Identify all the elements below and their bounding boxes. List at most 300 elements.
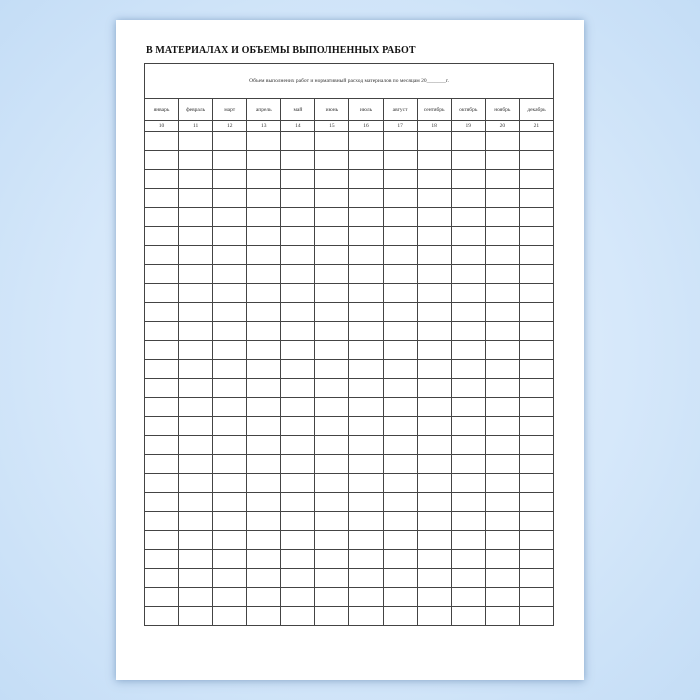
table-cell (349, 170, 383, 189)
table-cell (281, 246, 315, 265)
table-cell (383, 170, 417, 189)
table-row (145, 189, 554, 208)
table-cell (247, 607, 281, 626)
table-cell (383, 550, 417, 569)
table-cell (315, 417, 349, 436)
table-cell (315, 284, 349, 303)
month-header-cell: май (281, 99, 315, 121)
table-cell (485, 151, 519, 170)
table-row (145, 588, 554, 607)
table-cell (247, 265, 281, 284)
table-cell (213, 208, 247, 227)
table-cell (145, 341, 179, 360)
table-cell (213, 455, 247, 474)
table-cell (247, 341, 281, 360)
table-cell (179, 512, 213, 531)
table-cell (383, 227, 417, 246)
table-cell (213, 417, 247, 436)
table-cell (485, 341, 519, 360)
table-cell (349, 151, 383, 170)
table-cell (417, 436, 451, 455)
table-cell (179, 493, 213, 512)
table-cell (179, 550, 213, 569)
table-cell (281, 379, 315, 398)
table-cell (247, 588, 281, 607)
table-cell (315, 132, 349, 151)
table-cell (417, 265, 451, 284)
table-cell (315, 436, 349, 455)
table-cell (213, 474, 247, 493)
table-row (145, 569, 554, 588)
table-cell (485, 417, 519, 436)
table-cell (383, 379, 417, 398)
table-cell (281, 208, 315, 227)
table-cell (179, 588, 213, 607)
table-cell (145, 303, 179, 322)
table-cell (281, 398, 315, 417)
table-cell (485, 208, 519, 227)
table-cell (179, 227, 213, 246)
table-cell (485, 531, 519, 550)
table-cell (485, 398, 519, 417)
table-cell (315, 455, 349, 474)
table-cell (315, 588, 349, 607)
table-cell (349, 341, 383, 360)
month-header-cell: июнь (315, 99, 349, 121)
table-cell (179, 607, 213, 626)
table-cell (281, 189, 315, 208)
table-cell (247, 151, 281, 170)
column-number-cell: 20 (485, 121, 519, 132)
table-cell (179, 436, 213, 455)
month-header-cell: июль (349, 99, 383, 121)
month-header-cell: январь (145, 99, 179, 121)
table-cell (383, 151, 417, 170)
table-cell (247, 284, 281, 303)
column-number-row (145, 121, 554, 132)
table-cell (383, 417, 417, 436)
table-cell (451, 455, 485, 474)
table-cell (213, 607, 247, 626)
table-cell (451, 493, 485, 512)
table-cell (417, 189, 451, 208)
table-cell (485, 588, 519, 607)
table-cell (519, 398, 553, 417)
table-cell (315, 474, 349, 493)
table-cell (145, 417, 179, 436)
column-number-cell: 11 (179, 121, 213, 132)
table-cell (417, 417, 451, 436)
table-cell (145, 189, 179, 208)
table-cell (247, 303, 281, 322)
table-cell (213, 550, 247, 569)
column-number-cell: 10 (145, 121, 179, 132)
table-cell (519, 417, 553, 436)
table-row (145, 436, 554, 455)
table-cell (213, 436, 247, 455)
table-cell (213, 170, 247, 189)
column-number-cell: 13 (247, 121, 281, 132)
table-cell (349, 398, 383, 417)
table-cell (417, 360, 451, 379)
table-cell (145, 455, 179, 474)
month-header-cell: февраль (179, 99, 213, 121)
month-header-cell: декабрь (519, 99, 553, 121)
table-cell (417, 550, 451, 569)
table-cell (519, 379, 553, 398)
table-cell (247, 493, 281, 512)
table-cell (519, 531, 553, 550)
table-cell (145, 284, 179, 303)
table-cell (247, 512, 281, 531)
table-cell (417, 455, 451, 474)
table-cell (485, 493, 519, 512)
table-cell (213, 151, 247, 170)
table-cell (349, 607, 383, 626)
table-cell (383, 360, 417, 379)
table-row (145, 379, 554, 398)
table-cell (281, 588, 315, 607)
table-cell (485, 550, 519, 569)
table-cell (281, 436, 315, 455)
table-cell (179, 341, 213, 360)
table-cell (519, 607, 553, 626)
table-cell (281, 474, 315, 493)
table-cell (145, 379, 179, 398)
table-cell (179, 474, 213, 493)
table-cell (281, 417, 315, 436)
table-cell (417, 341, 451, 360)
table-cell (451, 151, 485, 170)
month-header-cell: ноябрь (485, 99, 519, 121)
table-cell (349, 550, 383, 569)
table-cell (383, 341, 417, 360)
table-cell (519, 322, 553, 341)
table-cell (383, 493, 417, 512)
table-cell (315, 208, 349, 227)
table-cell (417, 208, 451, 227)
table-row (145, 360, 554, 379)
table-cell (451, 398, 485, 417)
table-row (145, 265, 554, 284)
table-cell (145, 208, 179, 227)
table-cell (519, 512, 553, 531)
table-cell (247, 417, 281, 436)
table-cell (417, 569, 451, 588)
table-cell (281, 303, 315, 322)
table-cell (247, 170, 281, 189)
table-cell (383, 531, 417, 550)
table-cell (451, 132, 485, 151)
table-cell (451, 436, 485, 455)
table-row (145, 455, 554, 474)
table-cell (213, 322, 247, 341)
table-cell (179, 132, 213, 151)
table-row (145, 284, 554, 303)
table-row (145, 208, 554, 227)
table-cell (519, 550, 553, 569)
table-cell (145, 170, 179, 189)
table-cell (417, 512, 451, 531)
table-cell (349, 246, 383, 265)
table-cell (213, 360, 247, 379)
table-cell (349, 227, 383, 246)
table-cell (451, 379, 485, 398)
table-cell (213, 189, 247, 208)
table-cell (383, 474, 417, 493)
table-row (145, 132, 554, 151)
table-cell (213, 265, 247, 284)
table-cell (145, 227, 179, 246)
table-cell (485, 436, 519, 455)
table-cell (519, 246, 553, 265)
month-header-cell: март (213, 99, 247, 121)
table-cell (247, 246, 281, 265)
table-cell (485, 246, 519, 265)
table-cell (349, 360, 383, 379)
table-cell (383, 455, 417, 474)
table-cell (485, 455, 519, 474)
table-cell (451, 569, 485, 588)
table-row (145, 531, 554, 550)
table-cell (451, 227, 485, 246)
table-row (145, 170, 554, 189)
table-cell (145, 322, 179, 341)
table-cell (247, 569, 281, 588)
table-cell (281, 341, 315, 360)
table-cell (383, 246, 417, 265)
table-cell (281, 512, 315, 531)
table-cell (247, 531, 281, 550)
table-cell (281, 569, 315, 588)
table-cell (519, 208, 553, 227)
table-cell (213, 246, 247, 265)
table-cell (519, 455, 553, 474)
table-cell (519, 170, 553, 189)
table-cell (451, 208, 485, 227)
table-cell (179, 208, 213, 227)
table-cell (349, 417, 383, 436)
table-cell (145, 512, 179, 531)
table-cell (213, 379, 247, 398)
table-cell (247, 208, 281, 227)
table-cell (179, 417, 213, 436)
table-cell (315, 341, 349, 360)
table-cell (349, 512, 383, 531)
table-cell (349, 132, 383, 151)
table-cell (281, 132, 315, 151)
table-cell (247, 550, 281, 569)
table-cell (179, 569, 213, 588)
table-cell (179, 531, 213, 550)
table-cell (485, 322, 519, 341)
table-cell (145, 132, 179, 151)
table-cell (451, 588, 485, 607)
table-cell (145, 360, 179, 379)
table-cell (417, 493, 451, 512)
table-cell (451, 531, 485, 550)
table-cell (281, 607, 315, 626)
table-cell (213, 227, 247, 246)
month-header-cell: апрель (247, 99, 281, 121)
table-cell (179, 189, 213, 208)
table-cell (247, 360, 281, 379)
table-cell (247, 474, 281, 493)
table-cell (485, 512, 519, 531)
table-cell (417, 132, 451, 151)
table-cell (315, 550, 349, 569)
table-cell (247, 322, 281, 341)
table-cell (315, 151, 349, 170)
table-cell (179, 398, 213, 417)
table-cell (281, 322, 315, 341)
table-cell (485, 132, 519, 151)
table-cell (417, 227, 451, 246)
table-cell (315, 569, 349, 588)
table-cell (281, 550, 315, 569)
table-cell (451, 360, 485, 379)
table-cell (247, 379, 281, 398)
table-row (145, 303, 554, 322)
table-cell (383, 303, 417, 322)
table-cell (145, 531, 179, 550)
table-cell (145, 246, 179, 265)
table-row (145, 151, 554, 170)
table-cell (213, 569, 247, 588)
table-cell (485, 607, 519, 626)
table-cell (281, 455, 315, 474)
table-cell (383, 398, 417, 417)
column-number-cell: 15 (315, 121, 349, 132)
table-cell (315, 512, 349, 531)
table-cell (315, 246, 349, 265)
table-row (145, 493, 554, 512)
table-cell (145, 474, 179, 493)
table-caption: Объем выполнених работ и нормативный расход материалов по месяцам 20_______г. (145, 64, 554, 99)
table-cell (349, 303, 383, 322)
table-cell (485, 569, 519, 588)
table-cell (451, 189, 485, 208)
table-cell (383, 322, 417, 341)
table-row (145, 417, 554, 436)
table-caption-row (145, 64, 554, 99)
table-cell (179, 303, 213, 322)
table-cell (213, 303, 247, 322)
table-cell (349, 322, 383, 341)
table-cell (519, 436, 553, 455)
table-cell (281, 265, 315, 284)
table-cell (519, 588, 553, 607)
monthly-work-table (144, 63, 554, 626)
table-cell (179, 284, 213, 303)
table-cell (349, 189, 383, 208)
table-cell (315, 303, 349, 322)
table-cell (519, 227, 553, 246)
table-cell (383, 588, 417, 607)
table-cell (247, 436, 281, 455)
table-cell (145, 151, 179, 170)
month-header-row (145, 99, 554, 121)
table-cell (451, 512, 485, 531)
table-cell (417, 531, 451, 550)
table-cell (451, 303, 485, 322)
table-cell (145, 398, 179, 417)
table-cell (247, 227, 281, 246)
table-cell (451, 607, 485, 626)
document-sheet (116, 20, 584, 680)
table-cell (519, 341, 553, 360)
table-cell (315, 493, 349, 512)
column-number-cell: 17 (383, 121, 417, 132)
table-cell (451, 474, 485, 493)
table-cell (145, 550, 179, 569)
table-cell (315, 379, 349, 398)
table-cell (451, 246, 485, 265)
table-cell (451, 417, 485, 436)
table-cell (349, 493, 383, 512)
table-cell (315, 398, 349, 417)
table-row (145, 474, 554, 493)
table-cell (485, 474, 519, 493)
table-cell (213, 284, 247, 303)
table-cell (519, 493, 553, 512)
table-cell (281, 284, 315, 303)
table-cell (485, 189, 519, 208)
table-cell (383, 569, 417, 588)
table-cell (315, 189, 349, 208)
table-cell (247, 398, 281, 417)
table-cell (383, 132, 417, 151)
table-cell (417, 474, 451, 493)
table-cell (349, 569, 383, 588)
table-cell (519, 284, 553, 303)
table-cell (519, 265, 553, 284)
table-cell (451, 170, 485, 189)
table-cell (383, 512, 417, 531)
table-cell (349, 531, 383, 550)
table-cell (485, 265, 519, 284)
table-cell (247, 189, 281, 208)
table-cell (485, 227, 519, 246)
table-cell (451, 322, 485, 341)
table-cell (349, 208, 383, 227)
table-cell (519, 360, 553, 379)
table-cell (315, 607, 349, 626)
table-cell (281, 170, 315, 189)
month-header-cell: октябрь (451, 99, 485, 121)
table-row (145, 607, 554, 626)
table-cell (349, 436, 383, 455)
document-title: В МАТЕРИАЛАХ И ОБЪЕМЫ ВЫПОЛНЕННЫХ РАБОТ (146, 45, 416, 56)
table-cell (519, 132, 553, 151)
table-cell (315, 227, 349, 246)
table-cell (485, 303, 519, 322)
table-cell (417, 303, 451, 322)
table-cell (451, 265, 485, 284)
table-cell (281, 227, 315, 246)
table-row (145, 246, 554, 265)
table-cell (179, 265, 213, 284)
table-cell (315, 322, 349, 341)
table-cell (315, 170, 349, 189)
table-cell (179, 322, 213, 341)
column-number-cell: 19 (451, 121, 485, 132)
table-cell (179, 379, 213, 398)
table-cell (417, 379, 451, 398)
column-number-cell: 12 (213, 121, 247, 132)
table-cell (417, 284, 451, 303)
table-cell (519, 569, 553, 588)
